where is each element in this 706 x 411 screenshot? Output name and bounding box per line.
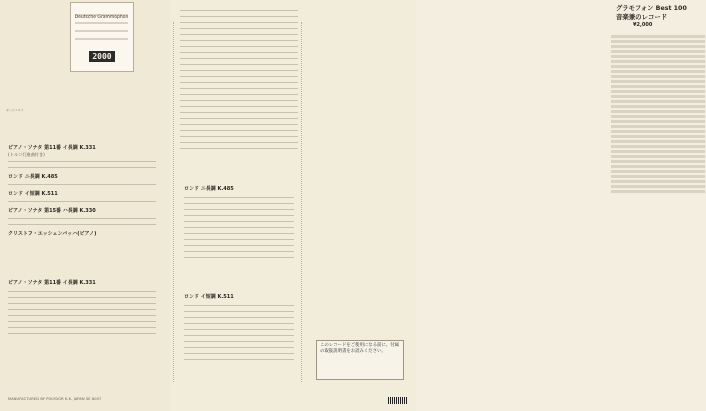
program-entry-4: ピアノ・ソナタ 第15番 ハ長調 K.330	[8, 208, 156, 227]
performer: クリストフ・エッシェンバッハ(ピアノ)	[8, 230, 97, 237]
barcode-icon	[388, 397, 408, 404]
tulip-logo-icon	[75, 7, 128, 47]
warning-box: このレコードをご使用になる前に、付属の取扱説明書をお読みください。	[316, 340, 404, 380]
middle-section-1: ロンド ニ長調 K.485	[184, 186, 294, 261]
brand-title: グラモフォン Best 100	[616, 5, 687, 12]
left-vertical-rule	[173, 22, 178, 382]
bottom-left-text: ピアノ・ソナタ 第11番 イ長調 K.331	[8, 280, 156, 337]
middle-column	[180, 0, 298, 411]
svg-text:Deutsche Grammophon: Deutsche Grammophon	[74, 15, 129, 20]
track-credits-block	[611, 33, 705, 288]
program-entry-2: ロンド ニ長調 K.485	[8, 174, 156, 187]
program-entry-3: ロンド イ短調 K.511	[8, 191, 156, 204]
left-small-note: モーツァルト	[6, 108, 24, 112]
middle-section-2: ロンド イ短調 K.511	[184, 294, 294, 363]
program-entry-1: ピアノ・ソナタ 第11番 イ長調 K.331 (トルコ行進曲付き)	[8, 145, 156, 170]
program-subtitle-1: (トルコ行進曲付き)	[8, 152, 45, 157]
logo-2000-badge: 2000	[89, 51, 115, 62]
footer-line: MANUFACTURED BY POLYDOR K.K. JAPAN SE 8007	[8, 397, 102, 401]
dg-logo-box	[70, 2, 134, 72]
program-list	[8, 145, 156, 242]
middle-text-top	[180, 6, 298, 152]
price: ¥2,000	[633, 22, 653, 28]
series-title: 音楽兼のレコード	[616, 13, 668, 21]
left-column	[0, 0, 170, 411]
